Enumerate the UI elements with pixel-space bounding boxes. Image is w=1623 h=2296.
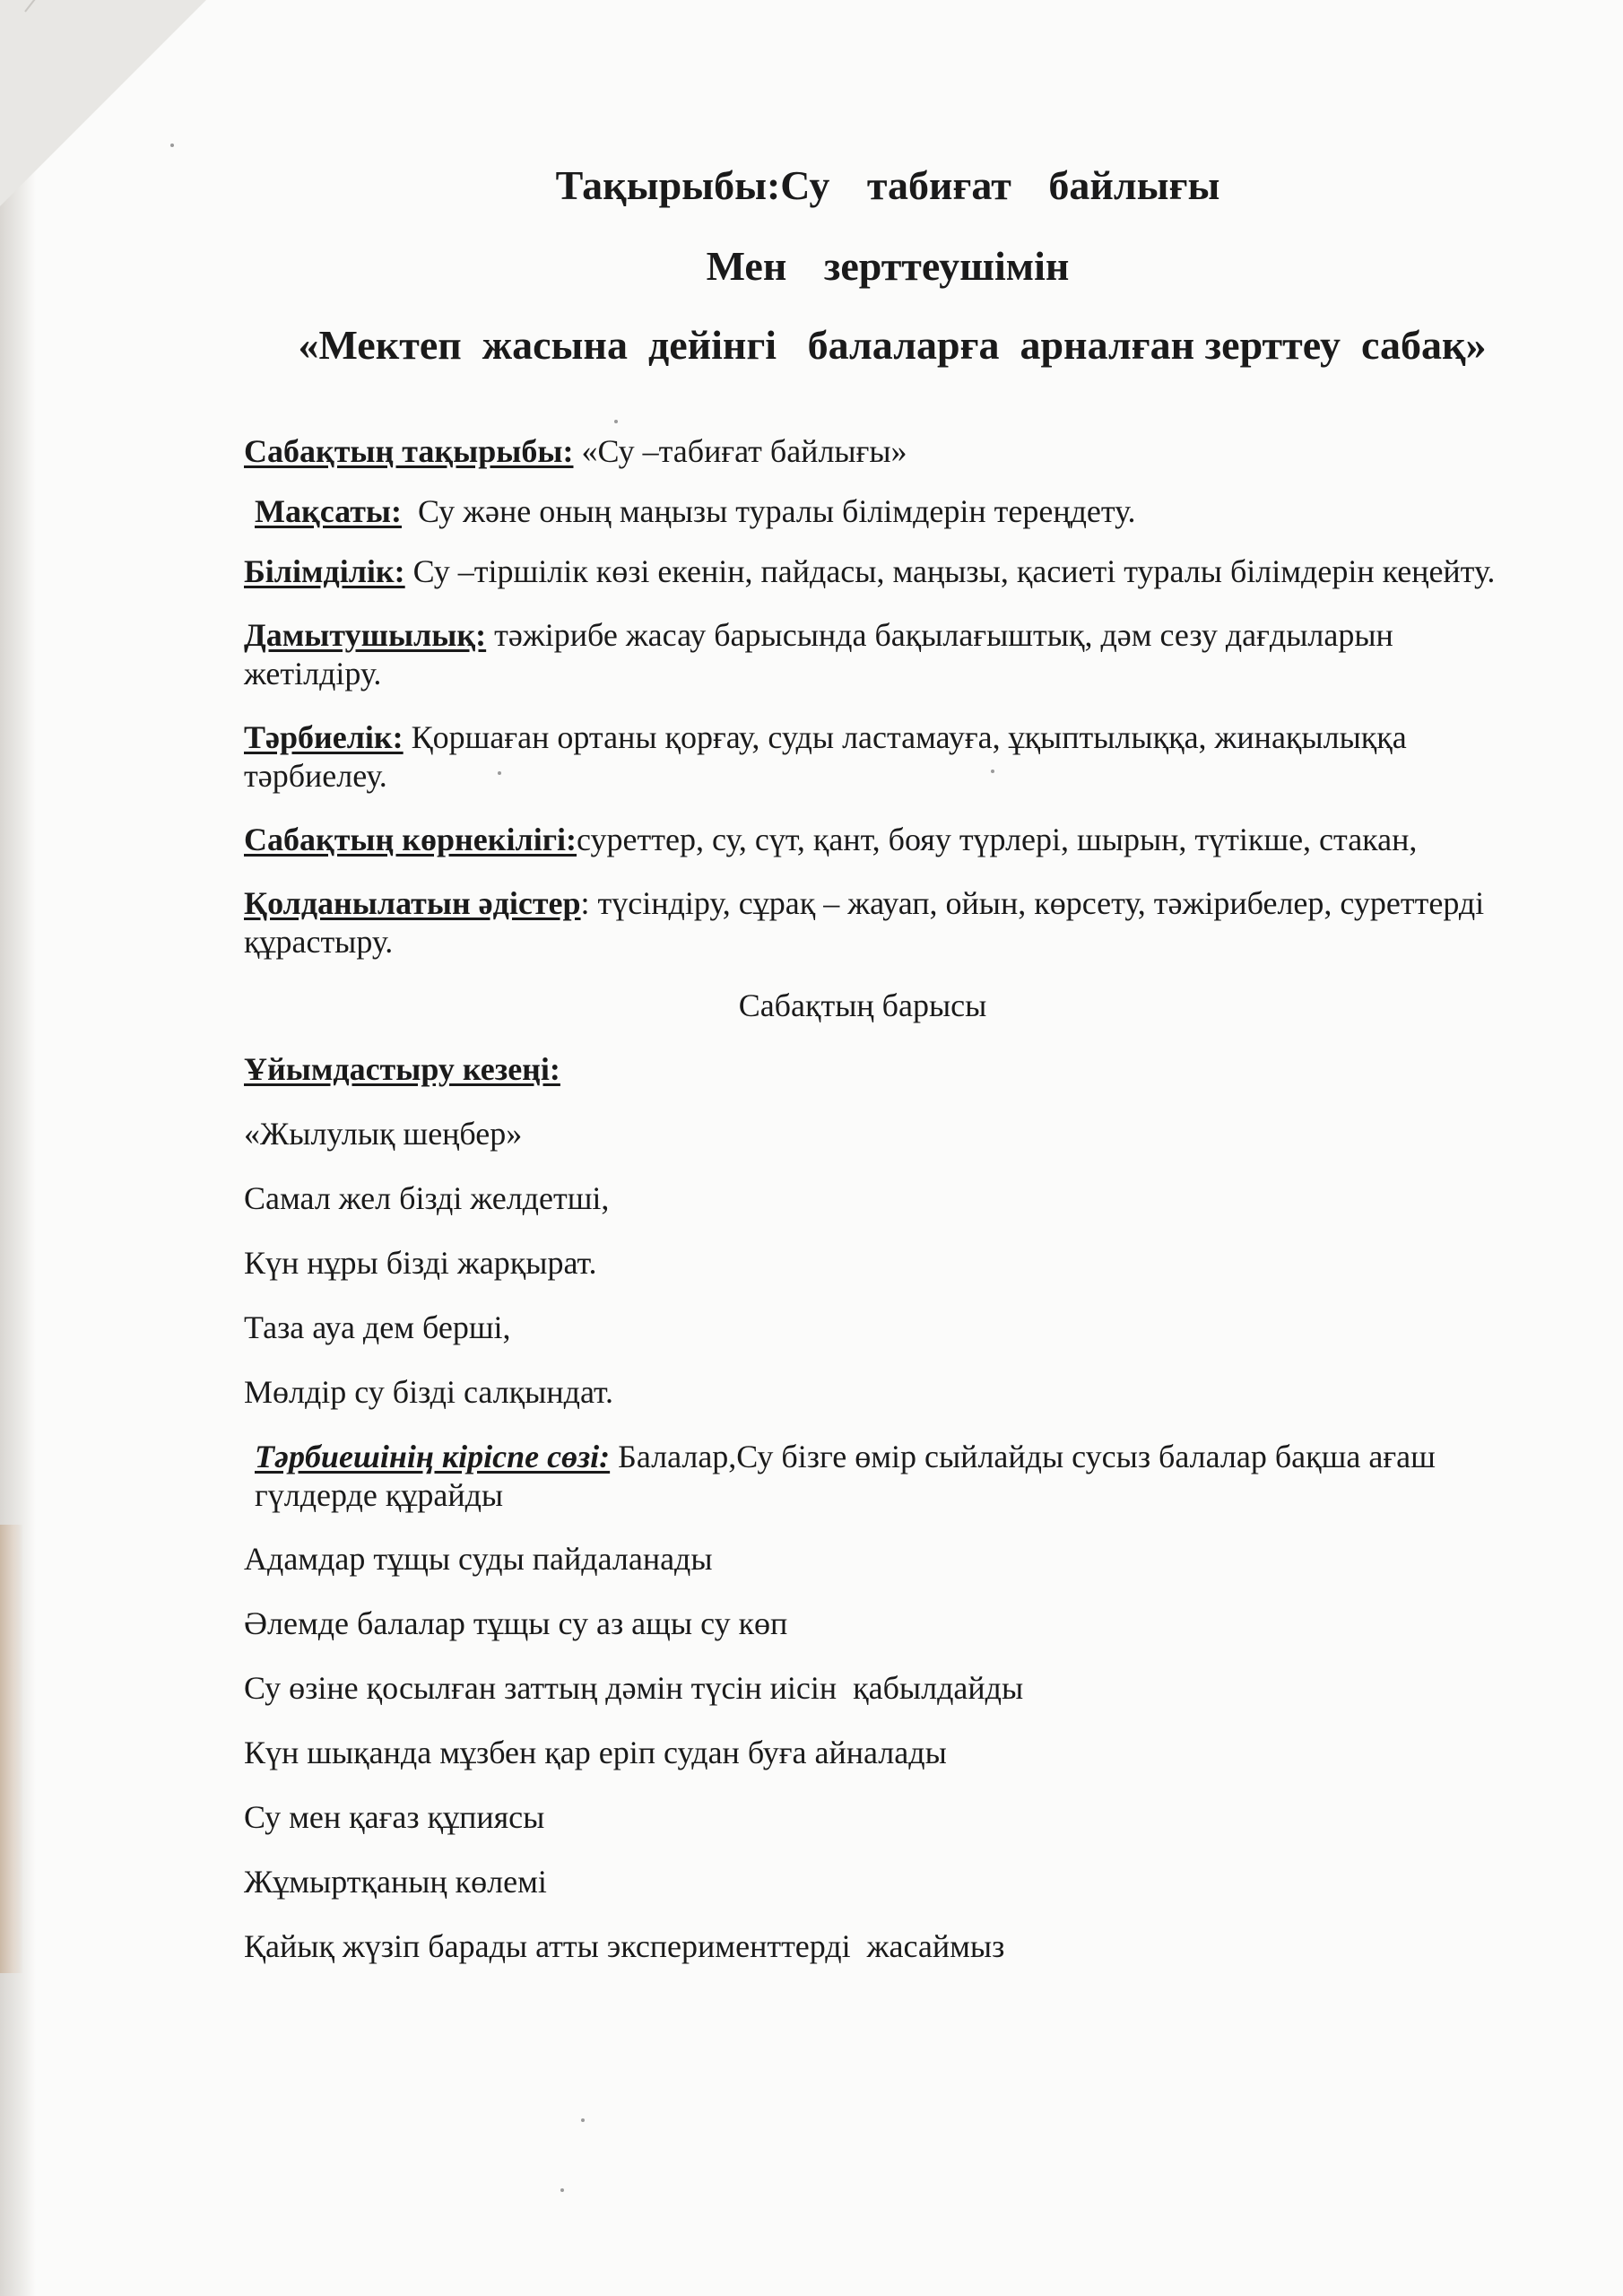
title-word: байлығы xyxy=(1048,162,1220,208)
text-line: Жұмыртқаның көлемі xyxy=(244,1864,547,1900)
section-label: Мақсаты: xyxy=(255,493,402,529)
section-text: Су және оның маңызы туралы білімдерін тереңдету. xyxy=(402,493,1136,529)
text-line: Адамдар тұщы суды пайдаланады xyxy=(244,1541,713,1577)
text-line: Қайық жүзіп барады атты эксперименттерді жасаймыз xyxy=(244,1928,1005,1964)
section-visual-aids xyxy=(244,821,1535,859)
poem-line: Самал жел бізді желдетші, xyxy=(244,1180,610,1216)
section-upbringing xyxy=(244,718,1535,796)
title-word: табиғат xyxy=(866,162,1011,208)
text-line: Су өзіне қосылған заттың дәмін түсін иісін қабылдайды xyxy=(244,1670,1024,1706)
title-word: Мен xyxy=(706,243,787,289)
section-text: Қоршаған ортаны қорғау, суды ластамауға, ұқыптылыққа, жинақылыққа тәрбиелеу. xyxy=(244,719,1407,794)
section-text: : түсіндіру, сұрақ – жауап, ойын, көрсету, тәжірибелер, суреттерді құрастыру. xyxy=(244,885,1485,960)
section-label: Тәрбиелік: xyxy=(244,719,404,755)
section-label: Дамытушылық: xyxy=(244,617,487,653)
section-label: Қолданылатын әдістер xyxy=(244,885,581,921)
section-goal xyxy=(244,492,1535,531)
section-text: «Су –табиғат байлығы» xyxy=(573,433,907,469)
poem-line: Мөлдір су бізді салқындат. xyxy=(244,1374,614,1410)
section-methods xyxy=(244,884,1535,961)
poem-line: «Жылулық шеңбер» xyxy=(244,1116,523,1152)
title-word: Тақырыбы:Су xyxy=(555,162,830,208)
text-line: Күн шықанда мұзбен қар еріп судан буға айналады xyxy=(244,1735,947,1770)
section-label: Тәрбиешінің кіріспе сөзі: xyxy=(255,1439,611,1474)
section-label: Ұйымдастыру кезеңі: xyxy=(244,1051,560,1087)
scan-edge-stain xyxy=(0,1525,23,1973)
section-text: Балалар,Су бізге өмір сыйлайды сусыз балалар бақша ағаш гүлдерде құрайды xyxy=(255,1439,1436,1513)
section-text: Су –тіршілік көзі екенін, пайдасы, маңызы, қасиеті туралы білімдерін кеңейту. xyxy=(404,553,1496,589)
section-text: суреттер, су, сүт, қант, бояу түрлері, шырын, түтікше, стакан, xyxy=(577,822,1418,857)
document-body xyxy=(244,432,1535,1992)
section-label: Сабақтың тақырыбы: xyxy=(244,433,574,469)
title-line-2 xyxy=(0,242,1623,290)
title-line-1 xyxy=(0,161,1623,209)
title-word: зерттеушімін xyxy=(823,243,1070,289)
section-text: тәжірибе жасау барысында бақылағыштық, дәм сезу дағдыларын жетілдіру. xyxy=(244,617,1393,691)
scan-speck xyxy=(170,144,174,147)
title-line-3: «Мектеп жасына дейінгі балаларға арналған зерттеу сабақ» xyxy=(298,322,1487,368)
scan-speck xyxy=(614,420,618,423)
poem-line: Таза ауа дем берші, xyxy=(244,1309,511,1345)
section-label: Білімділік: xyxy=(244,553,405,589)
scan-speck xyxy=(560,2188,564,2192)
section-developmental xyxy=(244,616,1535,693)
organization-heading xyxy=(244,1050,1535,1089)
scan-speck xyxy=(581,2118,585,2122)
section-topic xyxy=(244,432,1535,471)
section-educational xyxy=(244,552,1535,591)
text-line: Әлемде балалар тұщы су аз ащы су көп xyxy=(244,1605,788,1641)
lesson-progress-heading: Сабақтың барысы xyxy=(738,987,987,1023)
intro-paragraph xyxy=(244,1438,1535,1515)
poem-line: Күн нұры бізді жарқырат. xyxy=(244,1245,597,1281)
text-line: Су мен қағаз құпиясы xyxy=(244,1799,545,1835)
section-label: Сабақтың көрнекілігі: xyxy=(244,822,577,857)
